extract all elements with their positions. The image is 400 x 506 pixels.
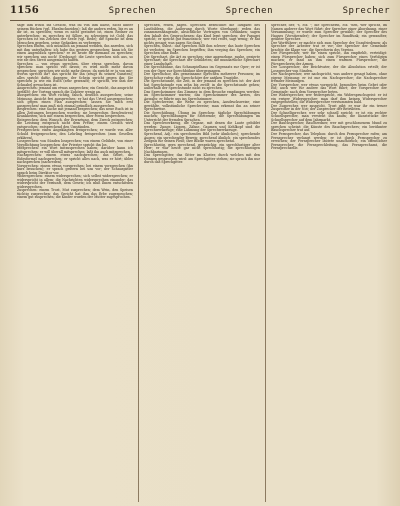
dictionary-entry: Sprechen — von etwas sprechen, über etwas sprechen, davon sprechen: man spricht viel davon; es wird nicht mehr davon gesprochen; sprechen wir nicht mehr davon; da spricht er ja von mir; wovon sprecht ihr? das spricht für ihn (zeugt zu seinen Gunsten); alles spricht dafür, dagegen; der Schein spricht gegen ihn; Sie sprechen ja wie ein Buch (sehr gewandt); er spricht, wie ihm der Schnabel gewachsen ist.	[17, 61, 133, 87]
page-header	[10, 5, 390, 19]
text-columns	[12, 24, 392, 502]
dictionary-entry: Das Sprechwerkzeug, die Organe, mit denen die Laute gebildet werden: Zunge, Lippen, Zähne, Gaumen und Kehlkopf sind die Sprechwerkzeuge; eine Lähmung der Sprechwerkzeuge.	[144, 121, 260, 133]
dictionary-entry: Freisprechen: einen Angeklagten freisprechen; er wurde von aller Schuld freigesprochen; den Lehrling freisprechen (zum Gesellen erklären).	[17, 128, 133, 140]
dictionary-entry: Sprechen, Subst.: das Sprechen fällt ihm schwer; das laute Sprechen ist verboten; im Sprechen begriffen; ihm verging das Sprechen; ein Sprechen ohne Ende.	[144, 44, 260, 56]
dictionary-entry: Das Sprechgitter, das Gitter im Kloster, durch welches mit den Nonnen gesprochen wird: am Sprechgitter stehen; sie sprach ihn nur durch das Sprechgitter.	[144, 153, 260, 165]
running-head-center: Sprechen	[225, 6, 274, 16]
column-left	[12, 24, 138, 502]
dictionary-entry: Der Zusprecher, wer zuspricht, Trost gibt: er war ihr ein treuer Zusprecher in der Not; der Zusprecher der Betrübten.	[271, 103, 387, 112]
dictionary-entry: Der Sprechchor, das gemeinsame Sprechen mehrerer Personen; im Sprechchor rufen; die Sprechchöre der antiken Tragödie.	[144, 72, 260, 80]
dictionary-entry: Sprechend, Adj.: ein sprechendes Bild (sehr ähnliches); sprechende Augen; ein sprechender Beweis; sprechend ähnlich; ein sprechendes Zeugnis für seinen Fleiß; ihre Blicke waren sprechend.	[144, 131, 260, 144]
dictionary-entry: Ansprechen: jemand um etwas ansprechen; ein Gesicht, das anspricht (gefällt); der Vortrag sprach die Zuhörer wenig an.	[17, 86, 133, 94]
dictionary-entry: Sprechen Einem, sich mündlich an jemand wenden, ihn anreden, sich mit ihm unterhalten: ich habe ihn gestern gesprochen; kann ich Sie einen Augenblick sprechen? er ist heute für niemand zu sprechen; wir sprechen uns noch! (Drohung); die Leute sprechen sich aus, so wie sie den Streit ausgemacht haben.	[17, 44, 133, 63]
column-right	[265, 24, 392, 502]
column-middle	[138, 24, 265, 502]
dictionary-entry: Der Fürsprecher, wer für einen spricht, ihn empfiehlt, verteidigt: einen Fürsprecher haben; sich zum Fürsprecher eines Verfolgten machen; er fand an ihm einen warmen Fürsprecher; die Fürsprecherin der Armen.	[271, 51, 387, 66]
dictionary-entry: Der Wortführer: er machte sich zum Sprecher der Unzufriedenen; als Sprecher der Arbeiter trat er vor; der Sprecher der Gemeinde brachte die Klage vor; die Sprecherin des Vereins.	[271, 40, 387, 52]
dictionary-entry: Der Nachsprecher, wer nachspricht, was andere gesagt haben, ohne eigene Meinung: er ist nur ein Nachsprecher; die Nachsprecher fremder Meinungen.	[271, 72, 387, 84]
dictionary-entry: Lossprechen: von Sünden lossprechen; von einem Gelübde, von einer Verpflichtung lossprechen; der Priester spricht ihn los.	[17, 139, 133, 147]
dictionary-entry: Die Sprechbühne, das Schauspielhaus im Gegensatz zur Oper; er ist von der Oper zur Sprechbühne übergegangen.	[144, 65, 260, 73]
dictionary-entry: Die Sprechart, die Art zu sprechen; eine angenehme, rauhe, gezierte Sprechart; die Sprechart der Gebildeten; die mundartliche Sprechart einer Landschaft.	[144, 54, 260, 66]
dictionary-entry: Vorsprechen: einem etwas vorsprechen; bei einem vorsprechen (ihn kurz besuchen); er sprach gestern bei uns vor; der Schauspieler sprach beim Direktor vor.	[17, 163, 133, 175]
dictionary-entry: Der Widersprecher, wer widerspricht, ein Widerspruchsgeist: er ist ein ewiger Widersprecher; man darf ihm keinen Widersprecher entgegenstellen; die Widersprecher verstummten bald.	[271, 93, 387, 105]
dictionary-entry: Besprechen: eine Sache mit jemand besprechen; das neue Buch ist in allen Zeitungen besprochen worden; sie besprechen (beschwören) Krankheiten; sich mit einem besprechen, über etwas besprechen.	[17, 107, 133, 119]
dictionary-entry: Der Bauchsprecher, Bauchredner, wer mit geschlossenem Mund zu sprechen scheint: die Künste des Bauchsprechers; ein berühmter Bauchsprecher trat auf.	[271, 121, 387, 133]
dictionary-entry: sage ihm frisch ins Gesicht, was du von ihm hältst, nicht hinter seinem Rücken (vgl. Ehrabschneiden); laß die andern reden, bis es an dir ist, zu sprechen; wenn es nicht gestattet ist, einen Redner zu unterbrechen; zu sprechen ist Silber, zu schweigen ist Gold; das Sprechen ist ein Zeichen der Seele (vgl. Rede); die Sprache ist dem Menschen gegeben, seine Gedanken zu verbergen;	[17, 24, 133, 45]
dictionary-entry: Sprechlustig, gern sprechend, gesprächig: ein sprechlustiger alter Herr; er war heute gar nicht sprechlustig; die sprechlustigen Nachbarinnen.	[144, 142, 260, 154]
header-rule	[10, 20, 390, 21]
page-number: 1156	[10, 5, 40, 16]
dictionary-entry: Sprechen, reden, sagen. Sprechen bezeichnet die Tätigkeit des Lautbildens, die Äußerung durch Worte überhaupt; reden das zusammenhängende, absichtliche Vortragen von Gedanken; sagen den Inhalt des Gesprochenen: das Kind lernt sprechen; der Papagei spricht; er spricht gut französisch; wer viel redet, sagt wenig; er hat nichts gesagt; was sagen Sie dazu?	[144, 24, 260, 45]
running-head-left: Sprechen	[108, 6, 157, 16]
dictionary-entry: Aussprechen: ein Wort richtig, falsch, deutlich aussprechen; seine Meinung, Ansicht frei aussprechen; er hat das Urteil ausgesprochen; sich gegen einen Plan aussprechen; lassen Sie mich erst aussprechen! man muß sich einmal gründlich aussprechen.	[17, 93, 133, 108]
dictionary-entry: Entsprechen: dem Wunsch, der Erwartung, dem Zweck entsprechen; die Leistung entsprach nicht dem Preise; einem Gesuch wird entsprochen; entsprechend den Umständen.	[17, 117, 133, 129]
running-head-right: Sprecher	[342, 6, 390, 16]
dictionary-entry: Der Schnellsprecher, wer sehr schnell spricht: er ist ein rechter Schnellsprecher, man versteht ihn kaum; die Kunststücke der Schnellsprecher auf dem Jahrmarkt.	[271, 110, 387, 122]
dictionary-entry: Nachsprechen: einem etwas nachsprechen; das Gebet, die Eidesformel nachsprechen; er spricht alles nach, was er hört; übles nachsprechen (nachreden).	[17, 153, 133, 165]
dictionary-entry: Das Sprechzimmer, das Zimmer, in dem Besuche empfangen werden: im Sprechzimmer warten; das Sprechzimmer des Arztes, des Anwalts; er führte uns ins Sprechzimmer.	[144, 89, 260, 101]
dictionary-entry: Sprecher, der, -s, Mz. -; die Sprecherin, Mz. -nen, wer spricht, im Namen anderer das Wort führt: der Sprecher einer Abordnung, einer Versammlung; er wurde zum Sprecher gewählt; der Sprecher des Hauses (Vorsitzender); der Sprecher im Rundfunk; ein gewandter, geübter Sprecher.	[271, 24, 387, 42]
dictionary-entry: Die Sprechübung, Übung im Sprechen: tägliche Sprechübungen machen; Sprechübungen für Stotternde; die Sprechübungen im Unterricht der fremden Sprachen.	[144, 110, 260, 122]
dictionary-entry: Die Sprechstunde, die Zeit, in der jemand zu sprechen ist: der Arzt hat Sprechstunde von zehn bis zwölf; in die Sprechstunde gehen; außerhalb der Sprechstunde nicht zu sprechen.	[144, 79, 260, 91]
dictionary-entry: Der Lossprecher, der Beichtvater, der die Absolution erteilt; der Lossprecher von Sünden.	[271, 65, 387, 73]
dictionary-entry: Zusprechen: einem Trost, Mut zusprechen; dem Wein, den Speisen tüchtig zusprechen; das Gericht hat ihm das Erbe zugesprochen; einem gut zusprechen; die Kinder wurden der Mutter zugesprochen.	[17, 188, 133, 200]
dictionary-entry: Der Fernsprecher, das Telephon: durch den Fernsprecher rufen; am Fernsprecher verlangt werden; er ist durch Fernsprecher zu erreichen; der Fernsprecher läutete unaufhörlich; ein öffentlicher Fernsprecher; die Fernsprechleitung, das Fernsprechamt, die Fernsprechzelle.	[271, 131, 387, 151]
dictionary-entry: Widersprechen: einem widersprechen; sich selbst widersprechen; er widerspricht in allem; die Nachrichten widersprechen einander; das widerspricht der Vernunft, dem Gesetz; ich muß Ihnen entschieden widersprechen.	[17, 174, 133, 189]
dictionary-entry: Mitsprechen: ein Wort mitzusprechen haben; darüber kann ich mitsprechen; er will überall mitsprechen; laßt ihn auch mitsprechen.	[17, 146, 133, 154]
dictionary-entry: Die Sprechweise, die Weise zu sprechen, Ausdrucksweise; eine gewählte, volkstümliche Sprechweise; man erkennt ihn an seiner Sprechweise.	[144, 100, 260, 112]
dictionary-entry: Der Vorsprecher, wer etwas vorspricht, besonders beim Gebet oder Eid; auch wer für andere das Wort führt; der Vorsprecher der Gemeinde; nach dem Vorsprecher beten.	[271, 82, 387, 94]
